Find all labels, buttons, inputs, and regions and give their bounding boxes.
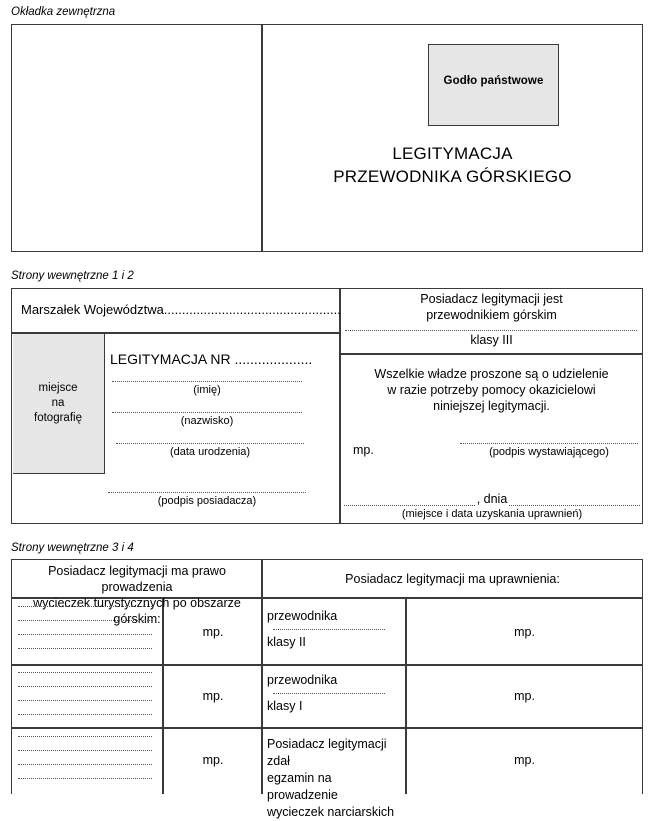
authorities-request-text xyxy=(345,366,638,414)
first-name-field xyxy=(112,381,302,396)
photo-placeholder-box xyxy=(13,334,105,474)
guide-statement-line-2: przewodnikiem górskim xyxy=(426,308,557,322)
table-row-3-right-line-1: Posiadacz legitymacji zdał xyxy=(267,737,387,768)
guide-statement-header xyxy=(341,291,642,323)
dotted-line xyxy=(18,778,152,779)
authorities-request-line-1: Wszelkie władze proszone są o udzielenie xyxy=(374,367,609,381)
cover-section-label: Okładka zewnętrzna xyxy=(11,6,116,18)
dotted-line xyxy=(18,672,152,673)
dotted-line xyxy=(18,620,152,621)
inner-pages-12-center-fold-line xyxy=(339,288,341,524)
table-row-2-separator xyxy=(11,727,643,729)
guide-statement-line-1: Posiadacz legitymacji jest xyxy=(420,292,563,306)
marszalek-wojewodztwa-field: Marszałek Województwa................................................. xyxy=(21,302,341,317)
table-row-2-right-line-1: przewodnika xyxy=(267,673,338,687)
authorities-request-line-3: niniejszej legitymacji. xyxy=(433,399,550,413)
table-row-1-left-dotted-lines xyxy=(18,606,152,649)
table-row-2-mp-left: mp. xyxy=(202,689,224,703)
table-row-3-left-dotted-lines xyxy=(18,736,152,779)
holder-signature-field xyxy=(108,492,306,507)
photo-placeholder-line-1: miejsce xyxy=(38,381,78,394)
issuer-signature-caption: (podpis wystawiającego) xyxy=(489,446,609,458)
state-emblem-label: Godło państwowe xyxy=(443,75,544,87)
dotted-line xyxy=(18,750,152,751)
cover-title-line-1: LEGITYMACJA xyxy=(392,144,513,163)
authorities-request-line-2: w razie potrzeby pomocy okazicielowi xyxy=(387,383,596,397)
last-name-field xyxy=(112,412,302,427)
photo-placeholder-line-3: fotografię xyxy=(34,411,82,424)
inner-pages-12-section-label: Strony wewnętrzne 1 i 2 xyxy=(11,270,134,282)
table-row-2-right-dotted-line xyxy=(273,693,385,694)
guide-class-dotted-line xyxy=(345,330,637,331)
table-row-3-right-line-2: egzamin na prowadzenie xyxy=(267,771,338,802)
issuer-stamp-marker: mp. xyxy=(353,443,374,457)
birth-date-field xyxy=(116,443,304,458)
table-row-1-mp-left: mp. xyxy=(202,625,224,639)
issuer-signature-field xyxy=(460,443,638,458)
state-emblem-placeholder-box xyxy=(428,44,559,126)
dnia-label: , dnia xyxy=(476,492,508,506)
dotted-line xyxy=(18,764,152,765)
first-name-dotted-line xyxy=(112,381,302,382)
inner-pages-34-section-label: Strony wewnętrzne 3 i 4 xyxy=(11,542,134,554)
cover-title xyxy=(262,142,643,188)
place-and-date-caption: (miejsce i data uzyskania uprawnień) xyxy=(401,508,583,520)
table-row-3-right-text xyxy=(267,736,402,821)
date-dotted-segment xyxy=(509,493,640,506)
table-header-right: Posiadacz legitymacji ma uprawnienia: xyxy=(345,572,560,586)
dotted-line xyxy=(18,634,152,635)
table-row-3-mp-left: mp. xyxy=(202,753,224,767)
table-row-3-mp-right: mp. xyxy=(514,753,535,767)
table-row-1-separator xyxy=(11,664,643,666)
legitymacja-number-field: LEGITYMACJA NR .................... xyxy=(110,351,313,367)
dotted-line xyxy=(18,686,152,687)
table-row-1-right-line-2: klasy II xyxy=(267,635,306,649)
table-row-1-right-dotted-line xyxy=(273,629,385,630)
dotted-line xyxy=(18,714,152,715)
birth-date-dotted-line xyxy=(116,443,304,444)
dotted-line xyxy=(18,736,152,737)
last-name-caption: (nazwisko) xyxy=(180,415,234,427)
first-name-caption: (imię) xyxy=(193,384,221,396)
table-row-2-right-text xyxy=(267,672,402,715)
holder-signature-caption: (podpis posiadacza) xyxy=(157,495,257,507)
right-panel-separator xyxy=(339,353,643,355)
last-name-dotted-line xyxy=(112,412,302,413)
guide-class-value: klasy III xyxy=(470,333,513,347)
cover-center-fold-line xyxy=(261,24,263,252)
cover-title-line-2: PRZEWODNIKA GÓRSKIEGO xyxy=(333,167,572,186)
place-and-date-field xyxy=(344,492,640,506)
table-header-left-line-2: wycieczek turystycznych po obszarze górskim: xyxy=(33,596,241,626)
dotted-line xyxy=(18,606,152,607)
table-row-2-right-line-2: klasy I xyxy=(267,699,303,713)
table-row-2-mp-right: mp. xyxy=(514,689,535,703)
table-row-1-right-text xyxy=(267,608,402,651)
table-row-3-right-line-3: wycieczek narciarskich xyxy=(267,805,395,819)
birth-date-caption: (data urodzenia) xyxy=(169,446,251,458)
dotted-line xyxy=(18,700,152,701)
dotted-line xyxy=(18,648,152,649)
table-header-left-line-1: Posiadacz legitymacji ma prawo prowadzenia xyxy=(48,564,226,594)
holder-signature-dotted-line xyxy=(108,492,306,493)
place-dotted-segment xyxy=(344,493,475,506)
issuer-signature-dotted-line xyxy=(460,443,638,444)
table-row-1-right-line-1: przewodnika xyxy=(267,609,338,623)
photo-placeholder-line-2: na xyxy=(51,396,65,409)
table-row-1-mp-right: mp. xyxy=(514,625,535,639)
table-row-2-left-dotted-lines xyxy=(18,672,152,715)
